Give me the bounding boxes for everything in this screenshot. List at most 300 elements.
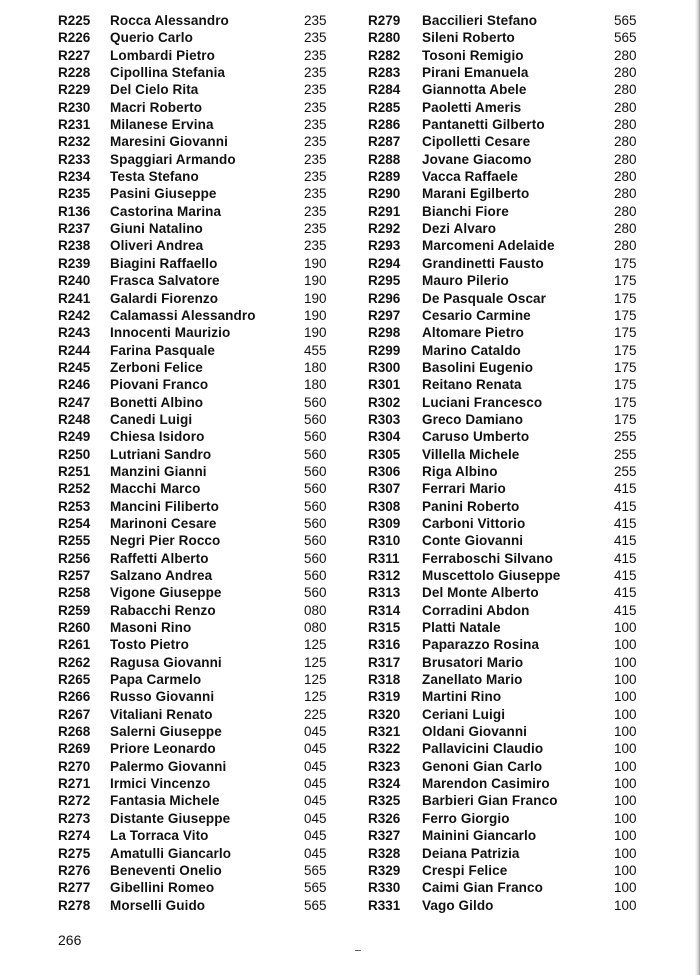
entry-name: Del Monte Alberto (422, 585, 539, 601)
entry-code: R292 (368, 221, 401, 237)
entry-name: Cesario Carmine (422, 307, 531, 323)
entry-value: 560 (304, 568, 327, 583)
entry-value: 045 (304, 758, 327, 774)
entry-name: Canedi Luigi (110, 411, 193, 427)
list-row (368, 654, 668, 671)
entry-name: Grandinetti Fausto (422, 255, 544, 271)
entry-code: R225 (58, 13, 91, 28)
entry-code: R257 (58, 568, 91, 583)
entry-name: Ferro Giorgio (422, 810, 510, 826)
entry-code: R296 (368, 290, 401, 306)
entry-name: Dezi Alvaro (422, 221, 497, 237)
entry-code: R266 (58, 689, 91, 705)
entry-code: R237 (58, 221, 91, 237)
entry-code: R268 (58, 724, 91, 740)
entry-code: R234 (58, 169, 91, 185)
entry-value: 100 (614, 776, 637, 792)
entry-code: R317 (368, 654, 401, 670)
entry-code: R247 (58, 394, 91, 410)
entry-code: R306 (368, 463, 401, 479)
list-row (368, 133, 668, 150)
entry-name: Conte Giovanni (422, 533, 524, 549)
entry-code: R282 (368, 47, 401, 63)
entry-value: 045 (304, 724, 327, 740)
entry-name: Galardi Fiorenzo (110, 290, 219, 306)
entry-code: R324 (368, 776, 401, 792)
entry-name: Panini Roberto (422, 498, 520, 514)
list-row (368, 81, 668, 98)
entry-code: R305 (368, 446, 401, 462)
entry-value: 280 (614, 134, 637, 150)
entry-value: 280 (614, 117, 637, 133)
entry-code: R246 (58, 377, 91, 393)
entry-name: Mancini Filiberto (110, 498, 219, 514)
entry-name: Salerni Giuseppe (110, 724, 222, 740)
entry-name: La Torraca Vito (110, 828, 209, 844)
entry-code: R244 (58, 342, 91, 358)
entry-name: Marino Cataldo (422, 342, 521, 358)
list-row (368, 706, 668, 723)
entry-value: 235 (304, 238, 327, 254)
entry-value: 280 (614, 65, 637, 81)
entry-code: R227 (58, 47, 91, 63)
list-row (58, 671, 358, 688)
entry-value: 100 (614, 897, 637, 913)
entry-code: R308 (368, 498, 401, 514)
list-row (58, 307, 358, 324)
list-row (58, 342, 358, 359)
list-row (58, 758, 358, 775)
entry-name: Salzano Andrea (110, 568, 213, 583)
entry-value: 175 (614, 394, 637, 410)
entry-value: 080 (304, 620, 327, 636)
entry-name: Bonetti Albino (110, 394, 204, 410)
entry-name: Paparazzo Rosina (422, 637, 540, 653)
list-row (58, 862, 358, 879)
entry-code: R238 (58, 238, 91, 254)
entry-code: R235 (58, 186, 91, 202)
entry-value: 255 (614, 446, 637, 462)
entry-code: R265 (58, 672, 91, 688)
entry-name: Negri Pier Rocco (110, 533, 221, 549)
entry-value: 045 (304, 776, 327, 792)
entry-value: 180 (304, 377, 327, 393)
entry-code: R329 (368, 862, 401, 878)
entry-name: Macchi Marco (110, 481, 201, 497)
entry-name: Pallavicini Claudio (422, 741, 544, 757)
entry-name: Genoni Gian Carlo (422, 758, 543, 774)
list-row (368, 151, 668, 168)
entry-value: 560 (304, 394, 327, 410)
list-row (58, 116, 358, 133)
list-row (368, 255, 668, 272)
list-row (58, 446, 358, 463)
entry-value: 100 (614, 862, 637, 878)
entry-name: Muscettolo Giuseppe (422, 568, 561, 583)
entry-name: Fantasia Michele (110, 793, 220, 809)
entry-name: Testa Stefano (110, 169, 199, 185)
entry-name: Carboni Vittorio (422, 515, 526, 531)
entry-value: 125 (304, 637, 327, 653)
entry-code: R320 (368, 706, 401, 722)
entry-value: 100 (614, 689, 637, 705)
scan-mark (355, 950, 361, 951)
list-row (58, 775, 358, 792)
entry-code: R228 (58, 65, 91, 81)
entry-code: R262 (58, 654, 91, 670)
entry-name: Ragusa Giovanni (110, 654, 222, 670)
entry-value: 235 (304, 169, 327, 185)
entry-code: R307 (368, 481, 401, 497)
list-row (368, 845, 668, 862)
list-row (368, 792, 668, 809)
entry-code: R248 (58, 411, 91, 427)
list-row (58, 463, 358, 480)
entry-value: 100 (614, 620, 637, 636)
entry-value: 280 (614, 203, 637, 219)
entry-code: R315 (368, 620, 401, 636)
entry-code: R270 (58, 758, 91, 774)
entry-code: R136 (58, 203, 91, 219)
entry-code: R330 (368, 880, 401, 896)
entry-value: 100 (614, 672, 637, 688)
list-row (368, 64, 668, 81)
entry-name: Farina Pasquale (110, 342, 216, 358)
entry-code: R290 (368, 186, 401, 202)
entry-code: R226 (58, 30, 91, 46)
entry-name: Barbieri Gian Franco (422, 793, 558, 809)
entry-name: Chiesa Isidoro (110, 429, 205, 445)
list-row (368, 463, 668, 480)
entry-name: Lutriani Sandro (110, 446, 212, 462)
list-row (368, 515, 668, 532)
list-row (58, 480, 358, 497)
entry-value: 280 (614, 238, 637, 254)
entry-name: Spaggiari Armando (110, 151, 236, 167)
entry-name: Marani Egilberto (422, 186, 530, 202)
entry-name: Gibellini Romeo (110, 880, 215, 896)
entry-value: 100 (614, 637, 637, 653)
list-row (58, 185, 358, 202)
entry-code: R299 (368, 342, 401, 358)
entry-value: 235 (304, 47, 327, 63)
entry-code: R259 (58, 602, 91, 618)
entry-code: R230 (58, 99, 91, 115)
entry-name: Papa Carmelo (110, 672, 202, 688)
entry-code: R321 (368, 724, 401, 740)
list-row (58, 619, 358, 636)
entry-name: Vacca Raffaele (422, 169, 518, 185)
entry-value: 565 (304, 880, 327, 896)
entry-value: 045 (304, 828, 327, 844)
entry-value: 190 (304, 273, 327, 289)
entry-code: R239 (58, 255, 91, 271)
list-row (58, 29, 358, 46)
entry-value: 190 (304, 255, 327, 271)
list-row (368, 185, 668, 202)
entry-code: R325 (368, 793, 401, 809)
entry-code: R231 (58, 117, 91, 133)
list-row (58, 515, 358, 532)
entry-name: Luciani Francesco (422, 394, 543, 410)
list-row (58, 879, 358, 896)
entry-code: R252 (58, 481, 91, 497)
list-row (58, 723, 358, 740)
list-row (58, 64, 358, 81)
entry-value: 235 (304, 13, 327, 28)
list-row (58, 792, 358, 809)
list-row (58, 688, 358, 705)
entry-name: Altomare Pietro (422, 325, 525, 341)
list-row (58, 290, 358, 307)
list-row (58, 81, 358, 98)
entry-value: 415 (614, 498, 637, 514)
entry-name: Villella Michele (422, 446, 520, 462)
list-row (368, 359, 668, 376)
entry-value: 280 (614, 99, 637, 115)
entry-code: R313 (368, 585, 401, 601)
scan-edge-shadow (695, 0, 700, 975)
entry-code: R245 (58, 359, 91, 375)
entry-value: 175 (614, 377, 637, 393)
entry-name: Frasca Salvatore (110, 273, 220, 289)
list-row (368, 29, 668, 46)
entry-value: 415 (614, 533, 637, 549)
entry-value: 080 (304, 602, 327, 618)
list-row (368, 324, 668, 341)
entry-name: Zerboni Felice (110, 359, 203, 375)
entry-name: Macri Roberto (110, 99, 203, 115)
entry-code: R298 (368, 325, 401, 341)
entry-code: R322 (368, 741, 401, 757)
entry-name: Martini Rino (422, 689, 502, 705)
entry-name: Innocenti Maurizio (110, 325, 231, 341)
entry-name: Vigone Giuseppe (110, 585, 222, 601)
entry-value: 125 (304, 672, 327, 688)
entry-value: 100 (614, 880, 637, 896)
entry-value: 175 (614, 325, 637, 341)
list-row (58, 99, 358, 116)
entry-name: Querio Carlo (110, 30, 193, 46)
entry-code: R279 (368, 13, 401, 28)
entry-code: R287 (368, 134, 401, 150)
entry-code: R285 (368, 99, 401, 115)
entry-name: Vago Gildo (422, 897, 494, 913)
entry-value: 100 (614, 793, 637, 809)
entry-value: 255 (614, 429, 637, 445)
entry-name: Deiana Patrizia (422, 845, 520, 861)
list-row (368, 671, 668, 688)
entry-code: R310 (368, 533, 401, 549)
entry-name: Pantanetti Gilberto (422, 117, 545, 133)
entry-code: R275 (58, 845, 91, 861)
entry-value: 100 (614, 741, 637, 757)
list-row (368, 12, 668, 29)
entry-name: Platti Natale (422, 620, 501, 636)
entry-value: 235 (304, 221, 327, 237)
list-row (368, 897, 668, 914)
list-row (368, 411, 668, 428)
list-row (368, 879, 668, 896)
list-row (368, 307, 668, 324)
list-row (368, 446, 668, 463)
entry-code: R293 (368, 238, 401, 254)
entry-value: 280 (614, 186, 637, 202)
list-row (368, 220, 668, 237)
entry-code: R277 (58, 880, 91, 896)
entry-code: R232 (58, 134, 91, 150)
entry-value: 235 (304, 117, 327, 133)
list-row (58, 897, 358, 914)
entry-name: Basolini Eugenio (422, 359, 534, 375)
list-row (368, 428, 668, 445)
entry-value: 235 (304, 151, 327, 167)
entry-name: Marinoni Cesare (110, 515, 217, 531)
entry-code: R286 (368, 117, 401, 133)
list-row (368, 584, 668, 601)
list-row (368, 290, 668, 307)
entry-value: 235 (304, 30, 327, 46)
entry-name: Greco Damiano (422, 411, 524, 427)
entry-code: R274 (58, 828, 91, 844)
entry-name: Crespi Felice (422, 862, 508, 878)
entry-code: R272 (58, 793, 91, 809)
entry-name: Baccilieri Stefano (422, 13, 538, 28)
entry-name: Paoletti Ameris (422, 99, 522, 115)
list-row (368, 116, 668, 133)
entry-value: 565 (614, 30, 637, 46)
list-row (58, 12, 358, 29)
entry-name: Pirani Emanuela (422, 65, 529, 81)
entry-name: Jovane Giacomo (422, 151, 532, 167)
list-row (368, 237, 668, 254)
list-row (368, 567, 668, 584)
entry-value: 415 (614, 515, 637, 531)
entry-name: Manzini Gianni (110, 463, 207, 479)
entry-code: R304 (368, 429, 401, 445)
entry-value: 100 (614, 724, 637, 740)
entry-code: R294 (368, 255, 401, 271)
list-row (368, 394, 668, 411)
entry-name: Riga Albino (422, 463, 498, 479)
list-row (368, 619, 668, 636)
list-row (58, 827, 358, 844)
entry-name: Brusatori Mario (422, 654, 524, 670)
entry-value: 415 (614, 481, 637, 497)
entry-value: 100 (614, 845, 637, 861)
list-row (58, 532, 358, 549)
entry-value: 560 (304, 463, 327, 479)
entry-code: R251 (58, 463, 91, 479)
entry-name: Palermo Giovanni (110, 758, 227, 774)
entry-name: Vitaliani Renato (110, 706, 213, 722)
entry-code: R328 (368, 845, 401, 861)
entry-value: 280 (614, 82, 637, 98)
list-row (368, 550, 668, 567)
entry-value: 560 (304, 429, 327, 445)
list-row (368, 862, 668, 879)
list-row (368, 810, 668, 827)
entry-value: 045 (304, 845, 327, 861)
entry-value: 255 (614, 463, 637, 479)
entry-value: 415 (614, 568, 637, 583)
entry-value: 175 (614, 290, 637, 306)
list-row (58, 550, 358, 567)
entry-value: 175 (614, 273, 637, 289)
entry-value: 190 (304, 325, 327, 341)
entry-code: R260 (58, 620, 91, 636)
entry-code: R318 (368, 672, 401, 688)
entry-name: Ceriani Luigi (422, 706, 506, 722)
entry-value: 560 (304, 498, 327, 514)
entry-name: Oldani Giovanni (422, 724, 528, 740)
entry-code: R303 (368, 411, 401, 427)
entry-name: De Pasquale Oscar (422, 290, 547, 306)
entry-value: 280 (614, 47, 637, 63)
entry-name: Calamassi Alessandro (110, 307, 256, 323)
entry-name: Corradini Abdon (422, 602, 530, 618)
list-row (58, 237, 358, 254)
entry-value: 190 (304, 290, 327, 306)
entry-value: 560 (304, 411, 327, 427)
entry-name: Lombardi Pietro (110, 47, 216, 63)
entry-name: Cipolletti Cesare (422, 134, 531, 150)
list-row (58, 411, 358, 428)
entry-name: Zanellato Mario (422, 672, 523, 688)
entry-code: R295 (368, 273, 401, 289)
entry-code: R301 (368, 377, 401, 393)
entry-value: 415 (614, 585, 637, 601)
entry-name: Tosto Pietro (110, 637, 189, 653)
entry-value: 125 (304, 689, 327, 705)
entry-code: R240 (58, 273, 91, 289)
entry-code: R250 (58, 446, 91, 462)
list-row (368, 376, 668, 393)
entry-code: R255 (58, 533, 91, 549)
list-row (368, 272, 668, 289)
list-row (368, 775, 668, 792)
entry-code: R331 (368, 897, 401, 913)
entry-value: 100 (614, 706, 637, 722)
entry-code: R302 (368, 394, 401, 410)
list-row (58, 845, 358, 862)
entry-code: R319 (368, 689, 401, 705)
entry-value: 175 (614, 307, 637, 323)
list-row (58, 740, 358, 757)
list-row (58, 498, 358, 515)
entry-name: Amatulli Giancarlo (110, 845, 232, 861)
entry-name: Rocca Alessandro (110, 13, 229, 28)
list-row (368, 532, 668, 549)
entry-name: Milanese Ervina (110, 117, 214, 133)
entry-value: 190 (304, 307, 327, 323)
entry-value: 125 (304, 654, 327, 670)
entry-code: R289 (368, 169, 401, 185)
entry-name: Pasini Giuseppe (110, 186, 217, 202)
right-column-list (368, 12, 668, 914)
list-row (368, 758, 668, 775)
list-row (368, 740, 668, 757)
entry-value: 560 (304, 550, 327, 566)
list-row (368, 688, 668, 705)
entry-name: Oliveri Andrea (110, 238, 204, 254)
entry-code: R326 (368, 810, 401, 826)
entry-value: 045 (304, 793, 327, 809)
list-row (368, 827, 668, 844)
list-row (58, 324, 358, 341)
entry-name: Morselli Guido (110, 897, 206, 913)
list-row (58, 203, 358, 220)
